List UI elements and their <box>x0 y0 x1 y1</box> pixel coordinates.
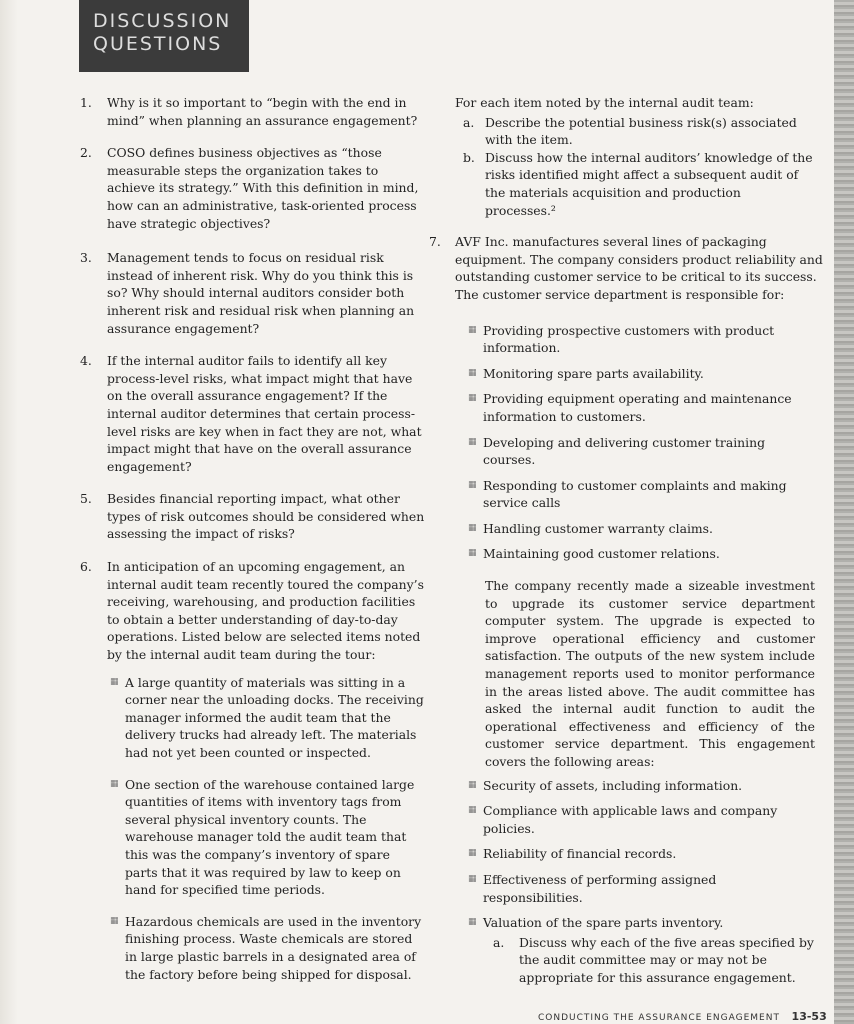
list-item-text: Hazardous chemicals are used in the inventory finishing process. Waste chemicals are stored in large plastic barrels in a designated area of the factory before being shipped for disposal. <box>125 913 422 982</box>
list-item-text: Providing prospective customers with product information. <box>483 322 775 356</box>
question-text: Why is it so important to “begin with the end in mind” when planning an assurance engagement? <box>107 95 418 128</box>
bullet-icon: ▦ <box>110 778 119 789</box>
question-number: 3. <box>80 250 92 266</box>
sub-label: a. <box>493 934 505 950</box>
heading-line1: DISCUSSION <box>93 10 232 32</box>
question-number: 5. <box>80 491 92 507</box>
list-item <box>465 802 815 837</box>
list-item <box>465 390 815 425</box>
list-item <box>465 545 815 563</box>
question-text: Management tends to focus on residual risk instead of inherent risk. Why do you think this is so? Why should internal auditors consider both inherent risk and residual risk when planning an assurance engagement? <box>107 250 415 336</box>
list-item <box>465 322 815 357</box>
question-6 <box>80 558 425 664</box>
list-item-text: Security of assets, including information. <box>483 777 743 793</box>
question-text: In anticipation of an upcoming engagement, an internal audit team recently toured the company’s receiving, warehousing, and production facilities to obtain a better understanding of day-to-day operations. Listed below are selected items noted by the internal audit team during the tour: <box>107 559 424 663</box>
list-item-text: A large quantity of materials was sitting in a corner near the unloading docks. The receiving manager informed the audit team that the delivery trucks had already left. The materials had not yet been counted or inspected. <box>125 674 424 760</box>
sub-text: Discuss why each of the five areas specified by the audit committee may or may not be appropriate for this assurance engagement. <box>519 934 814 985</box>
bullet-icon: ▦ <box>468 548 477 559</box>
bullet-icon: ▦ <box>468 367 477 378</box>
sub-label: a. <box>463 114 475 130</box>
question-number: 4. <box>80 353 92 369</box>
question-7-bullets <box>455 322 815 564</box>
list-item-text: Responding to customer complaints and making service calls <box>483 477 787 511</box>
list-item <box>465 520 815 538</box>
list-item <box>465 477 815 512</box>
page-footer <box>538 1010 827 1023</box>
list-item <box>107 913 425 983</box>
bullet-icon: ▦ <box>468 917 477 928</box>
question-7 <box>429 233 841 303</box>
question-text: Besides financial reporting impact, what other types of risk outcomes should be considered when assessing the impact of risks? <box>107 491 425 542</box>
sub-text: Discuss how the internal auditors’ knowledge of the risks identified might affect a subsequent audit of the materials acquisition and production processes.² <box>485 149 813 218</box>
list-item-text: One section of the warehouse contained large quantities of items with inventory tags from several physical inventory counts. The warehouse manager told the audit team that this was the company’s inventory of spare parts that it was required by law to keep on hand for specified time periods. <box>125 776 415 898</box>
question-number: 7. <box>429 234 441 250</box>
list-item-text: Compliance with applicable laws and company policies. <box>483 803 778 836</box>
list-item <box>465 914 815 932</box>
bullet-icon: ▦ <box>468 873 477 884</box>
list-item <box>465 845 815 863</box>
list-item-text: Monitoring spare parts availability. <box>483 365 704 381</box>
question-number: 1. <box>80 95 92 110</box>
bullet-icon: ▦ <box>468 805 477 816</box>
question-text: AVF Inc. manufactures several lines of packaging equipment. The company considers product reliability and outstanding customer service to be critical to its success. The customer service department is responsible for: <box>455 234 823 302</box>
question-text: COSO defines business objectives as “those measurable steps the organization takes to achieve its strategy.” With this definition in mind, how can an administrative, task-oriented process have strategic objectives? <box>107 145 419 231</box>
list-item <box>465 871 815 906</box>
question-7-areas <box>455 777 815 932</box>
list-item-text: Reliability of financial records. <box>483 846 677 862</box>
list-item-text: Handling customer warranty claims. <box>483 520 713 536</box>
bullet-icon: ▦ <box>468 393 477 404</box>
question-6-followup: For each item noted by the internal audit team: <box>455 95 754 110</box>
question-number: 2. <box>80 145 92 161</box>
bullet-icon: ▦ <box>468 848 477 859</box>
sub-label: b. <box>463 149 475 165</box>
left-column <box>80 94 425 991</box>
list-item-text: Maintaining good customer relations. <box>483 546 720 562</box>
list-item-text: Effectiveness of performing assigned responsibilities. <box>483 871 717 905</box>
list-item <box>465 777 815 795</box>
bullet-icon: ▦ <box>468 522 477 533</box>
bullet-icon: ▦ <box>110 676 119 687</box>
bullet-icon: ▦ <box>110 915 119 926</box>
footer-running-title: CONDUCTING THE ASSURANCE ENGAGEMENT <box>538 1013 780 1023</box>
page-edge-right <box>834 0 854 1024</box>
bullet-icon: ▦ <box>468 479 477 490</box>
page-number: 13-53 <box>791 1010 827 1023</box>
list-item-text: Developing and delivering customer training courses. <box>483 434 766 468</box>
question-1 <box>80 94 425 129</box>
question-3 <box>80 249 425 337</box>
bullet-icon: ▦ <box>468 436 477 447</box>
list-item <box>465 434 815 469</box>
right-column <box>429 94 823 987</box>
question-7-paragraph: The company recently made a sizeable investment to upgrade its customer service department computer system. The upgrade is expected to improve operational efficiency and customer satisfaction. The outputs of the new system include management reports used to monitor performance in the areas listed above. The audit committee has asked the internal audit function to audit the operational effectiveness and efficiency of the customer service department. This engagement covers the following areas: <box>485 578 815 769</box>
question-text: If the internal auditor fails to identify all key process-level risks, what impact might that have on the overall assurance engagement? If the internal auditor determines that certain process-level risks are key when in fact they are not, what impact might that have on the overall assurance engagement? <box>107 353 422 474</box>
page-shadow-left <box>0 0 18 1024</box>
question-number: 6. <box>80 559 92 575</box>
section-heading <box>79 0 249 72</box>
bullet-icon: ▦ <box>468 779 477 790</box>
list-item <box>107 776 425 899</box>
sub-text: Describe the potential business risk(s) associated with the item. <box>485 114 797 148</box>
list-item <box>465 365 815 383</box>
heading-line2: QUESTIONS <box>93 33 223 55</box>
question-4 <box>80 352 425 475</box>
list-item <box>107 674 425 762</box>
list-item-text: Providing equipment operating and maintenance information to customers. <box>483 391 792 424</box>
sub-question-a <box>455 114 815 149</box>
sub-question-a <box>455 934 815 987</box>
bullet-icon: ▦ <box>468 324 477 335</box>
question-6-bullets <box>80 674 425 984</box>
question-2 <box>80 144 425 232</box>
sub-question-b <box>455 149 815 219</box>
question-5 <box>80 490 425 543</box>
list-item-text: Valuation of the spare parts inventory. <box>483 915 724 931</box>
